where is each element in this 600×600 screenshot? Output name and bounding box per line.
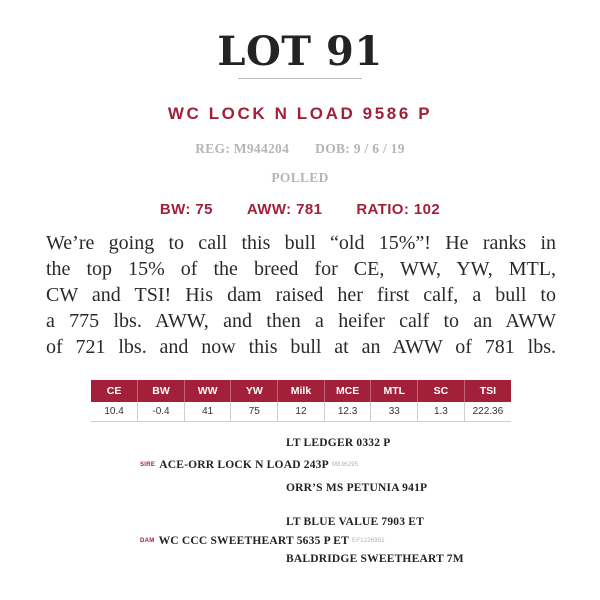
performance-stats xyxy=(0,201,600,218)
sire-name: ACE-ORR LOCK N LOAD 243P xyxy=(159,459,329,471)
dam-line xyxy=(140,535,385,547)
weaning-ratio: RATIO: 102 xyxy=(356,201,441,218)
birth-weight: BW: 75 xyxy=(159,201,213,218)
epd-header-row xyxy=(91,380,511,402)
polled-status: POLLED xyxy=(271,170,329,185)
description-line: We’re going to call this bull “old 15%”! He ranks in xyxy=(46,232,556,254)
epd-header: MTL xyxy=(371,380,418,402)
sire-label: SIRE xyxy=(140,462,156,469)
dam-label: DAM xyxy=(140,538,155,545)
adjusted-weaning-weight: AWW: 781 xyxy=(246,201,323,218)
epd-value: 41 xyxy=(184,402,231,422)
epd-header: SC xyxy=(418,380,465,402)
dam-registration: EF1226951 xyxy=(352,538,385,545)
date-of-birth: DOB: 9 / 6 / 19 xyxy=(315,141,405,156)
animal-name: WC LOCK N LOAD 9586 P xyxy=(167,104,433,123)
description-line: of 721 lbs. and now this bull at an AWW of 781 lbs. xyxy=(46,336,556,358)
epd-value: 1.3 xyxy=(418,402,465,422)
description-line: CW and TSI! His dam raised her first calf, a bull to xyxy=(46,284,556,306)
dam-sire: LT BLUE VALUE 7903 ET xyxy=(286,516,424,528)
epd-value: -0.4 xyxy=(138,402,185,422)
sire-registration: M836295 xyxy=(331,462,359,469)
epd-header: YW xyxy=(231,380,278,402)
sire-line xyxy=(140,459,358,471)
epd-value: 222.36 xyxy=(464,402,511,422)
epd-value: 12 xyxy=(278,402,325,422)
description-line: a 775 lbs. AWW, and then a heifer calf to an AWW xyxy=(46,310,556,332)
lot-title: LOT 91 xyxy=(217,28,383,75)
epd-value: 33 xyxy=(371,402,418,422)
epd-value-row xyxy=(91,402,511,422)
sire-sire: LT LEDGER 0332 P xyxy=(286,437,391,449)
epd-value: 75 xyxy=(231,402,278,422)
epd-header: CE xyxy=(91,380,138,402)
dam-dam: BALDRIDGE SWEETHEART 7M xyxy=(286,553,464,565)
registration-number: REG: M944204 xyxy=(195,141,290,156)
epd-value: 12.3 xyxy=(324,402,371,422)
epd-table xyxy=(91,380,511,422)
registration-line xyxy=(0,141,600,157)
description-line: the top 15% of the breed for CE, WW, YW, MTL, xyxy=(46,258,556,280)
bull-description xyxy=(46,230,556,360)
title-divider xyxy=(238,78,362,79)
dam-name: WC CCC SWEETHEART 5635 P ET xyxy=(158,535,349,547)
epd-header: Milk xyxy=(278,380,325,402)
epd-header: BW xyxy=(138,380,185,402)
epd-value: 10.4 xyxy=(91,402,138,422)
epd-header: TSI xyxy=(464,380,511,402)
epd-header: MCE xyxy=(324,380,371,402)
epd-header: WW xyxy=(184,380,231,402)
sire-dam: ORR’S MS PETUNIA 941P xyxy=(286,482,428,494)
